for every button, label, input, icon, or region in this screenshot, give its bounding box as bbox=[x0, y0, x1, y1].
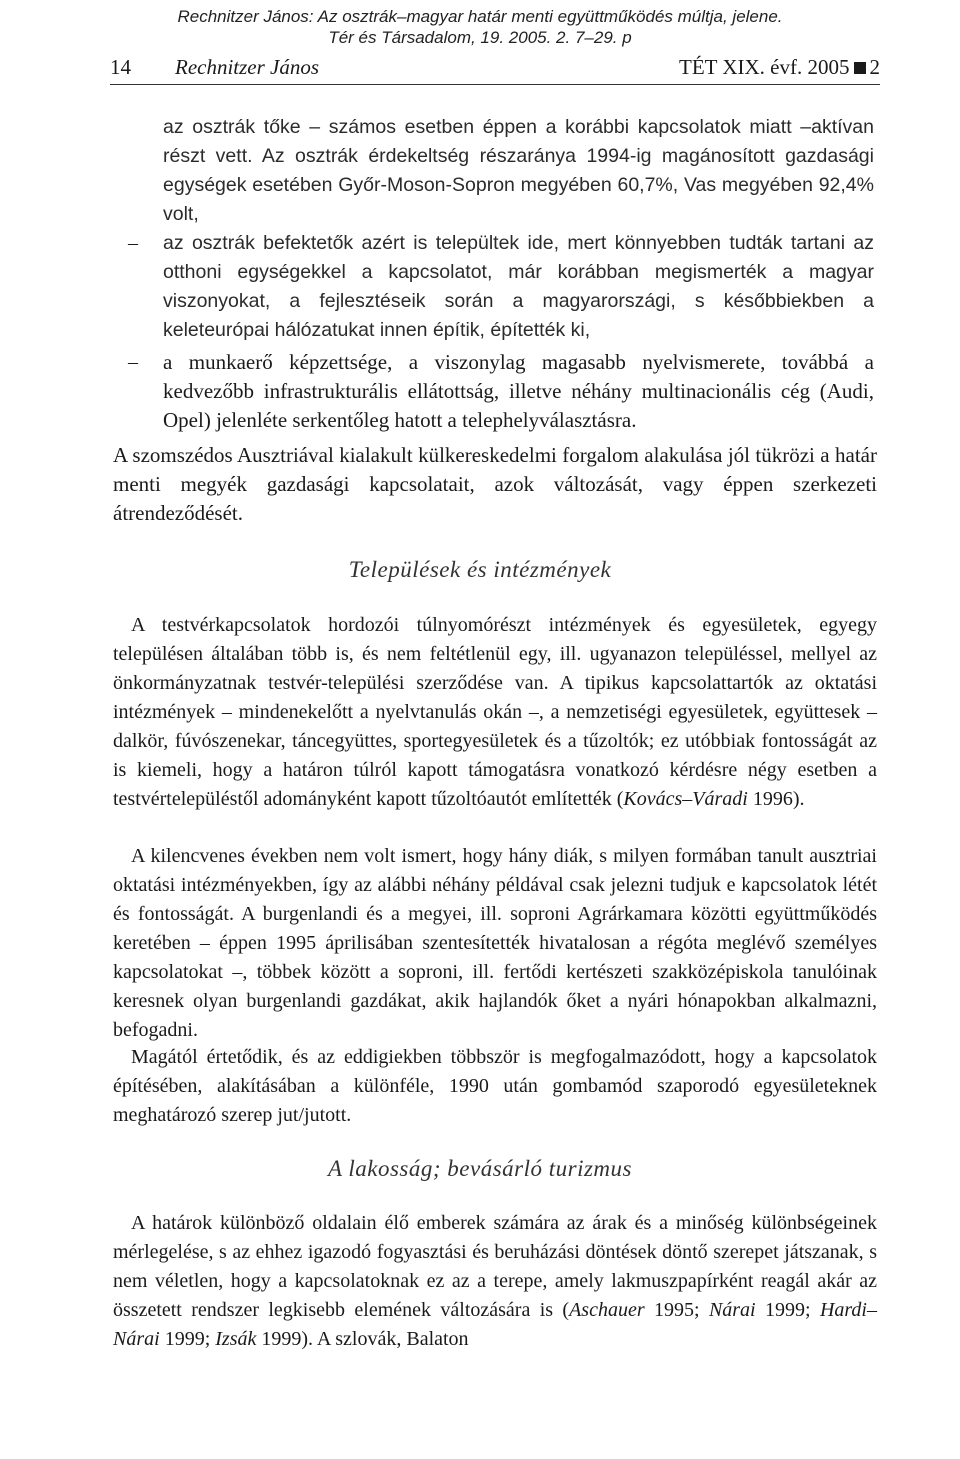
dash-bullet-icon: – bbox=[128, 351, 138, 373]
bullet-item-investors: az osztrák befektetők azért is települtek ide, mert könnyebben tudták tartani az otthoni egységekkel a kapcsolatot, már korábban megismerték a magyar viszonyokat, a fejlesztéseik során a magyarországi, s későbbiekben a keleteurópai hálózatukat innen építik, építették ki, bbox=[163, 232, 874, 341]
paragraph-text: A határok különböző oldalain élő emberek számára az árak és a minőség különbségeinek mérlegelése, s az ehhez igazodó fogyasztási és beruházási döntések döntő szerepet játszanak, s nem véletlen, hogy a kapcsolatoknak ez az a terepe, amely lakmuszpapírként reagál akár az összetett rendszer legkisebb elemének változására is ( bbox=[113, 1212, 877, 1321]
running-head-author: Rechnitzer János bbox=[175, 55, 320, 79]
paragraph-students: A kilencvenes években nem volt ismert, hogy hány diák, s milyen formában tanult ausztriai oktatási intézményekben, így az alábbi néhány példával csak jelezni tudjuk e kapcsolatok létét és fontosságát. A burgenlandi és a megyei, ill. soproni Agrárkamara közötti együttműködés keretében – éppen 1995 áprilisában szentesítették hivatalosan a régóta meglévő személyes kapcsolatokat –, többek között a soproni, ill. fertődi kertészeti szakközépiskola tanulóinak keresnek olyan burgenlandi gazdákat, akik hajlandók őket a nyári hónapokban alkalmazni, befogadni. bbox=[113, 845, 877, 1041]
paragraph-text: 1999; bbox=[755, 1299, 820, 1321]
paragraph-text: A testvérkapcsolatok hordozói túlnyomórészt intézmények és egyesületek, egyegy településen általában több is, és nem feltétlenül egy, ill. ugyanazon településsel, mellyel az önkormányzatnak testvér-települési szerződése van. A tipikus kapcsolattartók az oktatási intézmények – mindenekelőtt a nyelvtanulás okán –, a nemzetiségi egyesületek, együttesek – dalkör, fúvószenekar, táncegyüttes, sportegyesületek és a tűzoltók; ez utóbbiak fontosságát az is kiemeli, hogy a határon túlról kapott támogatásra vonatkozó kérdésre négy esetben a testvértelepüléstől adományként kapott tűzoltóautót említették ( bbox=[113, 614, 877, 810]
page-number: 14 bbox=[110, 55, 131, 79]
paragraph-foreign-trade: A szomszédos Ausztriával kialakult külkereskedelmi forgalom alakulása jól tükrözi a határ menti megyék gazdasági kapcsolatait, azok változását, vagy éppen szerkezeti átrendeződését. bbox=[113, 443, 877, 525]
citation-author: Hardi–Nárai bbox=[113, 1299, 877, 1350]
citation-author: Izsák bbox=[215, 1328, 257, 1350]
citation-author: Kovács–Váradi bbox=[623, 788, 748, 810]
running-head-journal bbox=[679, 53, 880, 81]
citation-line-2: Tér és Társadalom, 19. 2005. 2. 7–29. p bbox=[328, 28, 632, 47]
section-heading-shopping-tourism: A lakosság; bevásárló turizmus bbox=[328, 1156, 632, 1181]
paragraph-text: 1999; bbox=[159, 1328, 216, 1350]
paragraph-text: 1999). A szlovák, Balaton bbox=[256, 1328, 469, 1350]
square-bullet-icon bbox=[854, 62, 866, 74]
running-head bbox=[110, 53, 880, 83]
paragraph-associations: Magától értetődik, és az eddigiekben többször is megfogalmazódott, hogy a kapcsolatok építésében, alakításában a különféle, 1990 után gombamód szaporodó egyesületeknek meghatározó szerep jut/jutott. bbox=[113, 1046, 877, 1126]
journal-volume: TÉT XIX. évf. 2005 bbox=[679, 55, 850, 79]
citation-author: Nárai bbox=[708, 1299, 756, 1321]
paragraph-twin-relations bbox=[113, 611, 877, 814]
paragraph-text: 1995; bbox=[644, 1299, 709, 1321]
bullet-item-workforce: a munkaerő képzettsége, a viszonylag magasabb nyelvismerete, továbbá a kedvezőbb infrastrukturális ellátottság, illetve néhány multinacionális cég (Audi, Opel) jelenléte serkentőleg hatott a telephelyválasztásra. bbox=[163, 350, 874, 432]
citation-author: Aschauer bbox=[569, 1299, 645, 1321]
section-heading-settlements: Települések és intézmények bbox=[348, 557, 612, 582]
journal-issue: 2 bbox=[869, 55, 880, 79]
dash-bullet-icon: – bbox=[128, 232, 138, 254]
header-rule bbox=[110, 84, 880, 85]
citation-line-1: Rechnitzer János: Az osztrák–magyar határ menti együttműködés múltja, jelene. bbox=[177, 7, 783, 26]
bullet-item-foreign-capital: az osztrák tőke – számos esetben éppen a korábbi kapcsolatok miatt –aktívan részt vett. Az osztrák érdekeltség részaránya 1994-ig magánosított gazdasági egységek esetében Győr-Moson-Sopron megyében 60,7%, Vas megyében 92,4% volt, bbox=[163, 116, 874, 225]
paragraph-prices-quality bbox=[113, 1209, 877, 1354]
paragraph-text: 1996). bbox=[747, 788, 805, 810]
